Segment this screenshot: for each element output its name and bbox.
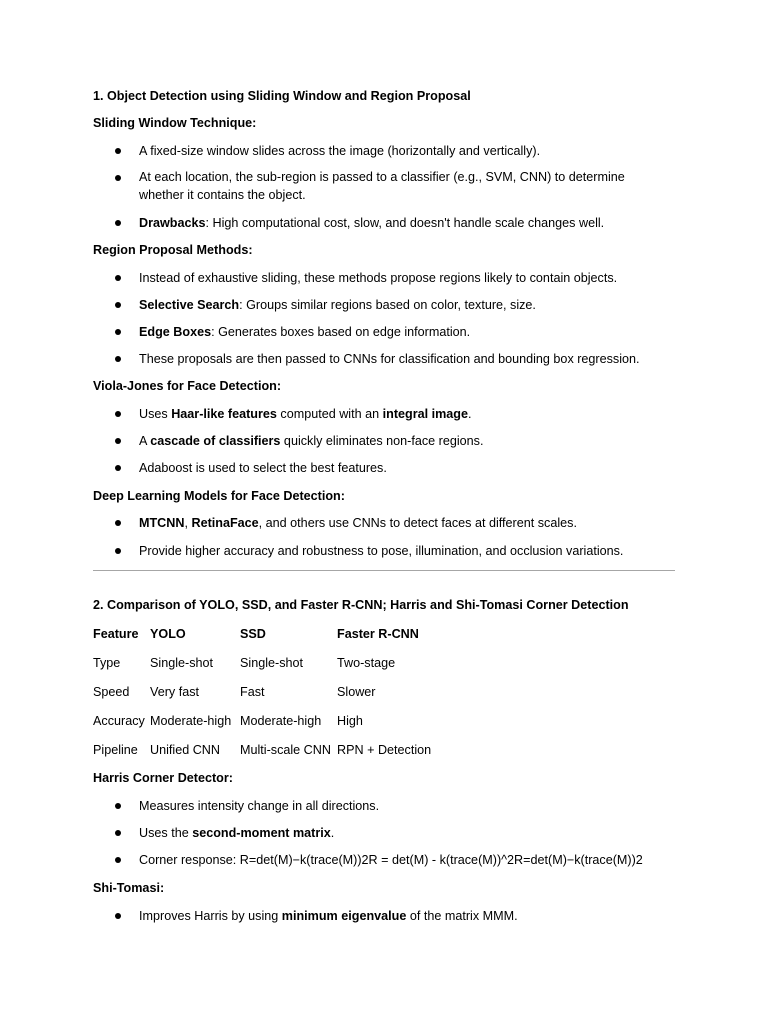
- table-cell: Pipeline: [93, 743, 138, 757]
- list-item-text: Uses the: [139, 826, 193, 840]
- term-retinaface: RetinaFace: [191, 516, 259, 530]
- list-item: A fixed-size window slides across the image (horizontally and vertically).: [139, 144, 541, 158]
- list-item-text: : Generates boxes based on edge information.: [211, 325, 471, 339]
- table-cell: Two-stage: [337, 656, 396, 670]
- list-item-text: Uses: [139, 407, 172, 421]
- table-cell: Accuracy: [93, 714, 145, 728]
- viola-jones-heading: Viola-Jones for Face Detection:: [93, 379, 282, 393]
- bullet-dot: [115, 411, 121, 417]
- list-item: Measures intensity change in all directions.: [139, 799, 380, 813]
- table-cell: Single-shot: [150, 656, 214, 670]
- list-item: [139, 296, 536, 314]
- bullet-dot: [115, 465, 121, 471]
- bullet-dot: [115, 220, 121, 226]
- list-item: Provide higher accuracy and robustness to pose, illumination, and occlusion variations.: [139, 544, 624, 558]
- horizontal-divider: [93, 570, 675, 571]
- term-minimum-eigenvalue: minimum eigenvalue: [281, 909, 407, 923]
- bullet-dot: [115, 913, 121, 919]
- bullet-dot: [115, 548, 121, 554]
- table-cell: Speed: [93, 685, 130, 699]
- term-edge-boxes: Edge Boxes: [139, 325, 212, 339]
- bullet-dot: [115, 857, 121, 863]
- table-cell: Fast: [240, 685, 265, 699]
- bullet-dot: [115, 302, 121, 308]
- term-integral-image: integral image: [382, 407, 469, 421]
- list-item: These proposals are then passed to CNNs for classification and bounding box regression.: [139, 352, 640, 366]
- table-cell: High: [337, 714, 363, 728]
- bullet-dot: [115, 148, 121, 154]
- table-cell: Moderate-high: [150, 714, 232, 728]
- table-cell: Unified CNN: [150, 743, 220, 757]
- term-haar-like-features: Haar-like features: [171, 407, 277, 421]
- section2-title: 2. Comparison of YOLO, SSD, and Faster R-CNN; Harris and Shi-Tomasi Corner Detection: [93, 598, 629, 612]
- list-item: Instead of exhaustive sliding, these methods propose regions likely to contain objects.: [139, 271, 618, 285]
- sliding-window-heading: Sliding Window Technique:: [93, 116, 257, 130]
- list-item: Adaboost is used to select the best features.: [139, 461, 387, 475]
- harris-heading: Harris Corner Detector:: [93, 771, 233, 785]
- shi-tomasi-heading: Shi-Tomasi:: [93, 881, 165, 895]
- list-item-text: of the matrix MMM.: [406, 909, 518, 923]
- list-item: [139, 323, 470, 341]
- table-header-cell: Faster R-CNN: [337, 627, 419, 641]
- list-item: [139, 907, 518, 925]
- table-cell: Moderate-high: [240, 714, 322, 728]
- list-item: Corner response: R=det(M)−k(trace(M))2R = det(M) - k(trace(M))^2R=det(M)−k(trace(M))2: [139, 853, 643, 867]
- term-selective-search: Selective Search: [139, 298, 240, 312]
- deep-learning-heading: Deep Learning Models for Face Detection:: [93, 489, 345, 503]
- section1-title: 1. Object Detection using Sliding Window and Region Proposal: [93, 89, 471, 103]
- list-item: [139, 432, 483, 450]
- list-item: [139, 405, 472, 423]
- bullet-dot: [115, 803, 121, 809]
- bullet-dot: [115, 438, 121, 444]
- list-item-text: ,: [184, 516, 192, 530]
- list-item-text: Improves Harris by using: [139, 909, 282, 923]
- list-item-text: : High computational cost, slow, and doesn't handle scale changes well.: [205, 216, 605, 230]
- term-second-moment-matrix: second-moment matrix: [192, 826, 331, 840]
- list-item-text: .: [468, 407, 472, 421]
- table-cell: RPN + Detection: [337, 743, 432, 757]
- list-item-text: .: [330, 826, 335, 840]
- list-item-text: quickly eliminates non-face regions.: [280, 434, 484, 448]
- list-item: At each location, the sub-region is passed to a classifier (e.g., SVM, CNN) to determine whether it contains the object.: [139, 170, 625, 202]
- bullet-dot: [115, 356, 121, 362]
- bullet-dot: [115, 520, 121, 526]
- list-item: [139, 214, 604, 232]
- term-mtcnn: MTCNN: [139, 516, 185, 530]
- term-drawbacks: Drawbacks: [139, 216, 206, 230]
- table-cell: Single-shot: [240, 656, 304, 670]
- table-cell: Type: [93, 656, 121, 670]
- term-cascade-of-classifiers: cascade of classifiers: [150, 434, 281, 448]
- table-cell: Multi-scale CNN: [240, 743, 331, 757]
- bullet-dot: [115, 175, 121, 181]
- table-header-cell: SSD: [240, 627, 266, 641]
- list-item-text: , and others use CNNs to detect faces at different scales.: [258, 516, 577, 530]
- list-item-text: computed with an: [276, 407, 383, 421]
- list-item-text: : Groups similar regions based on color, texture, size.: [239, 298, 536, 312]
- bullet-dot: [115, 329, 121, 335]
- table-header-cell: Feature: [93, 627, 139, 641]
- bullet-dot: [115, 275, 121, 281]
- bullet-dot: [115, 830, 121, 836]
- list-item: [139, 824, 334, 842]
- region-proposal-heading: Region Proposal Methods:: [93, 243, 253, 257]
- list-item: [139, 514, 577, 532]
- table-cell: Very fast: [150, 685, 199, 699]
- table-header-cell: YOLO: [150, 627, 186, 641]
- list-item-text: A: [139, 434, 151, 448]
- table-cell: Slower: [337, 685, 376, 699]
